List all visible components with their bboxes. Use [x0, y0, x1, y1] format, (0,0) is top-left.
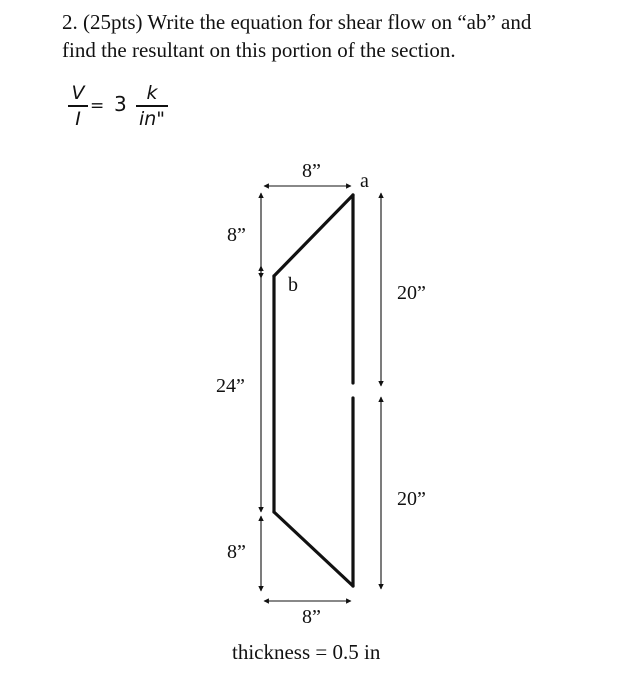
left-bottom-height-label: 8” [227, 541, 246, 563]
left-middle-height-label: 24” [216, 375, 245, 397]
point-a-label: a [360, 170, 369, 192]
kip-unit: k [146, 82, 158, 104]
problem-line-1: 2. (25pts) Write the equation for shear flow on “ab” and [62, 10, 532, 34]
point-b-label: b [288, 274, 298, 296]
right-upper-height-label: 20” [397, 282, 426, 304]
wall-bottom-diagonal [274, 512, 353, 586]
bottom-width-label: 8” [302, 606, 321, 628]
thickness-note: thickness = 0.5 in [232, 640, 381, 664]
coefficient-value: 3 [114, 92, 127, 116]
left-top-height-label: 8” [227, 224, 246, 246]
moment-of-inertia-symbol: I [75, 107, 81, 130]
equals-sign: = [90, 96, 105, 116]
right-lower-height-label: 20” [397, 488, 426, 510]
shear-force-symbol: V [71, 82, 85, 104]
top-width-label: 8” [302, 160, 321, 182]
inch-unit: in" [138, 107, 166, 130]
wall-ab-diagonal [274, 195, 353, 276]
problem-line-2: find the resultant on this portion of the section. [62, 38, 456, 62]
